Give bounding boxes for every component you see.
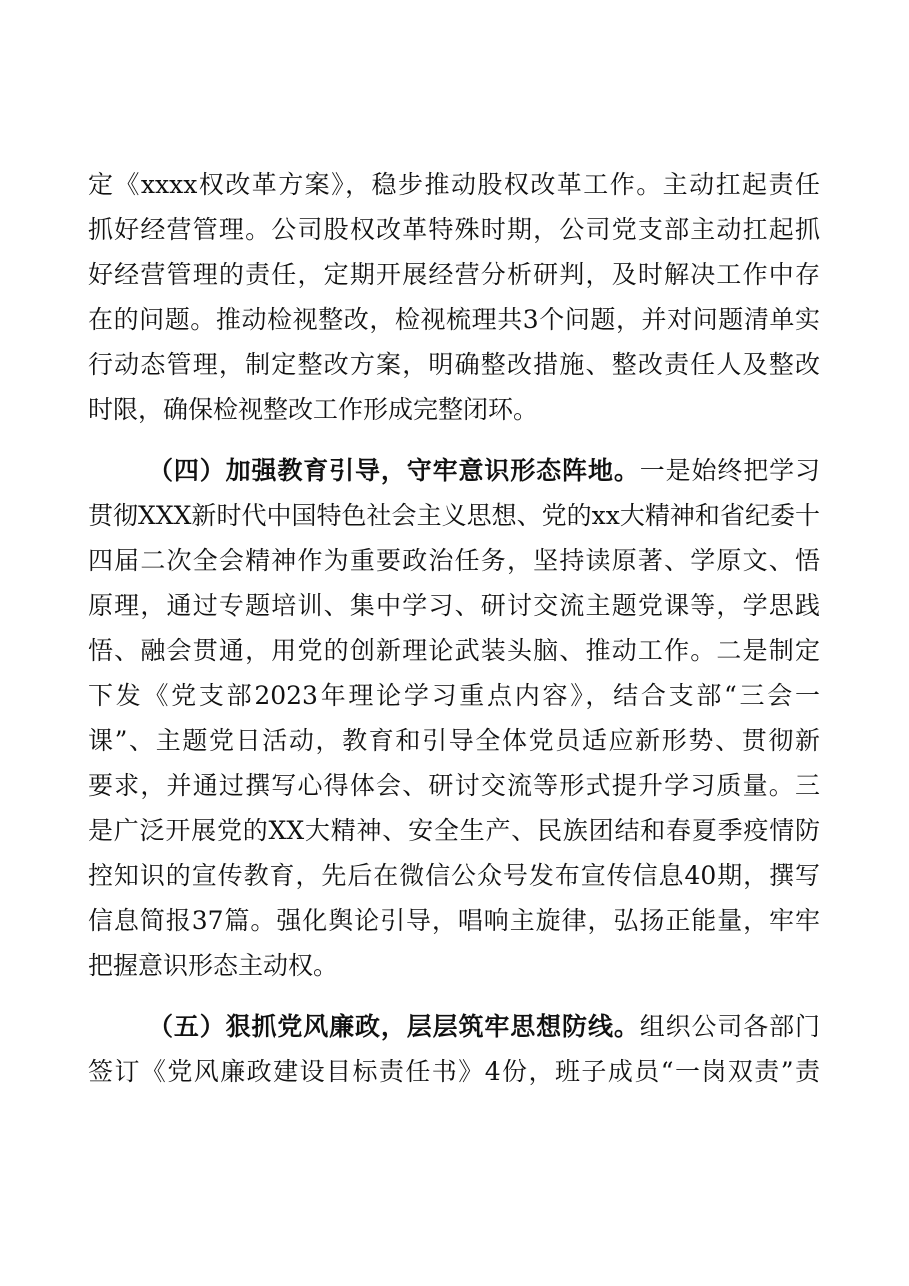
text-segment: 一是始终把学习 xyxy=(639,456,820,485)
text-line: 贯彻XXX新时代中国特色社会主义思想、党的xx大精神和省纪委十 xyxy=(88,501,820,530)
paragraph-integrity xyxy=(88,1004,820,1094)
text-line: 悟、融会贯通，用党的创新理论武装头脑、推动工作。二是制定 xyxy=(88,636,820,665)
paragraph-first-line xyxy=(88,448,820,493)
paragraph-first-line xyxy=(88,1004,820,1049)
text-line: 原理，通过专题培训、集中学习、研讨交流主题党课等，学思践 xyxy=(88,591,820,620)
text-line: 下发《党支部2023年理论学习重点内容》，结合支部“三会一 xyxy=(88,681,820,710)
section-heading: （五）狠抓党风廉政，层层筑牢思想防线。 xyxy=(148,1012,640,1041)
text-line: 行动态管理，制定整改方案，明确整改措施、整改责任人及整改 xyxy=(88,350,820,379)
text-line: 四届二次全会精神作为重要政治任务，坚持读原著、学原文、悟 xyxy=(88,546,820,575)
text-line: 把握意识形态主动权。 xyxy=(88,951,339,980)
text-line: 是广泛开展党的XX大精神、安全生产、民族团结和春夏季疫情防 xyxy=(88,816,820,845)
text-line: 信息简报37篇。强化舆论引导，唱响主旋律，弘扬正能量，牢牢 xyxy=(88,906,820,935)
paragraph-reform xyxy=(88,162,820,432)
text-line: 时限，确保检视整改工作形成完整闭环。 xyxy=(88,395,539,424)
section-heading: （四）加强教育引导，守牢意识形态阵地。 xyxy=(148,456,640,485)
text-line: 定《xxxx权改革方案》，稳步推动股权改革工作。主动扛起责任 xyxy=(88,170,820,199)
text-line: 在的问题。推动检视整改，检视梳理共3个问题，并对问题清单实 xyxy=(88,305,820,334)
text-line: 要求，并通过撰写心得体会、研讨交流等形式提升学习质量。三 xyxy=(88,771,820,800)
text-line: 课”、主题党日活动，教育和引导全体党员适应新形势、贯彻新 xyxy=(88,726,820,755)
text-line: 抓好经营管理。公司股权改革特殊时期，公司党支部主动扛起抓 xyxy=(88,215,820,244)
text-line: 控知识的宣传教育，先后在微信公众号发布宣传信息40期，撰写 xyxy=(88,861,820,890)
text-segment: 组织公司各部门 xyxy=(639,1012,820,1041)
document-body xyxy=(88,162,820,1094)
text-line: 好经营管理的责任，定期开展经营分析研判，及时解决工作中存 xyxy=(88,260,820,289)
paragraph-education xyxy=(88,448,820,988)
text-line: 签订《党风廉政建设目标责任书》4份，班子成员“一岗双责”责 xyxy=(88,1057,820,1086)
